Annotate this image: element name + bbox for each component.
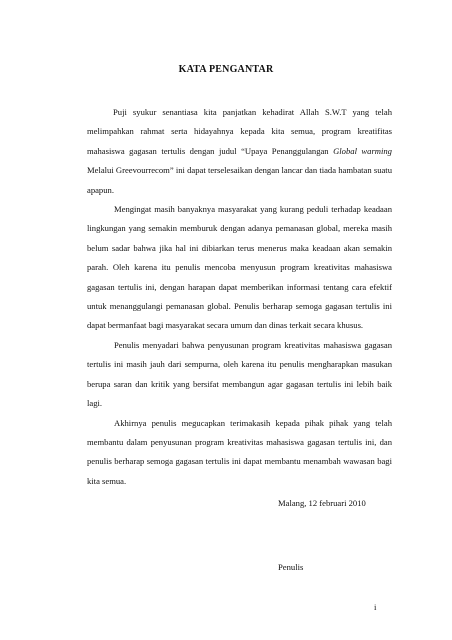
paragraph-1 (87, 103, 392, 200)
place-date: Malang, 12 februari 2010 (278, 498, 366, 508)
page-number: i (374, 602, 377, 612)
paragraph-4 (87, 414, 392, 492)
page-title: KATA PENGANTAR (178, 64, 274, 75)
body-text (87, 103, 392, 491)
paragraph-3-text: Penulis menyadari bahwa penyusunan program kreativitas mahasiswa gagasan tertulis ini masih jauh dari sempurna, oleh karena itu penulis mengharapkan masukan berupa saran dan kritik yang bersifat membangun agar gagasan tertulis ini lebih baik lagi. (87, 339, 392, 409)
paragraph-4-text: Akhirnya penulis megucapkan terimakasih kepada pihak pihak yang telah membantu dalam penyusunan program kreativitas mahasiswa gagasan tertulis ini, dan penulis berharap semoga gagasan tertulis ini dapat membantu menambah wawasan bagi kita semua. (87, 417, 392, 486)
author-signature: Penulis (278, 562, 304, 572)
paragraph-1-italic-term: Global warming (333, 145, 392, 156)
paragraph-1-part-2: Melalui Greevourrecom” ini dapat terselesaikan dengan lancar dan tiada hambatan suatu apapun. (87, 165, 392, 195)
paragraph-2 (87, 200, 392, 336)
paragraph-3 (87, 336, 392, 414)
paragraph-1-part-1: Puji syukur senantiasa kita panjatkan kehadirat Allah S.W.T yang telah melimpahkan rahmat serta hidayahnya kepada kita semua, program kreatifitas mahasiswa gagasan tertulis dengan judul “Upaya Penanggulangan (87, 107, 392, 156)
paragraph-2-text: Mengingat masih banyaknya masyarakat yang kurang peduli terhadap keadaan lingkungan yang semakin memburuk dengan adanya pemanasan global, mereka masih belum sadar bahwa jika hal ini dibiarkan terus menerus maka keadaan akan semakin parah. Oleh karena itu penulis mencoba menyusun program kreativitas mahasiswa gagasan tertulis ini, dengan harapan dapat memberikan informasi tentang cara efektif untuk menanggulangi pemanasan global. Penulis berharap semoga gagasan tertulis ini dapat bermanfaat bagi masyarakat secara umum dan dinas terkait secara khusus. (87, 204, 392, 331)
